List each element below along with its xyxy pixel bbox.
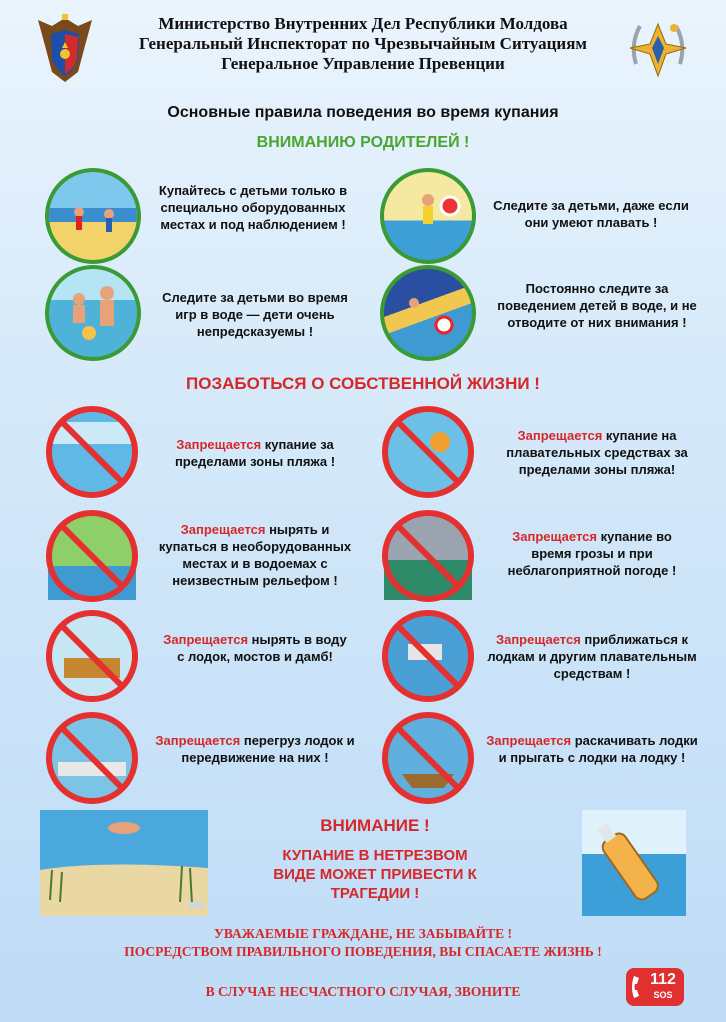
- parents-illustration-2: [380, 168, 476, 264]
- prohibition-text-7: Запрещается перегруз лодок и передвижение на них !: [155, 733, 355, 765]
- prohibition-sign-8: [380, 710, 476, 806]
- header-directorate: Генеральное Управление Превенции: [221, 54, 505, 73]
- drunk-swimmer-illustration: [40, 810, 208, 916]
- parents-illustration-4: [380, 265, 476, 361]
- phone-icon: [630, 974, 644, 1000]
- parents-rule-1: Купайтесь с детьми только в специально оборудованных местах и под наблюдением !: [158, 183, 348, 232]
- parents-heading: ВНИМАНИЮ РОДИТЕЛЕЙ !: [256, 134, 470, 151]
- attention-text: КУПАНИЕ В НЕТРЕЗВОМ ВИДЕ МОЖЕТ ПРИВЕСТИ К ТРАГЕДИИ !: [273, 847, 477, 902]
- moldova-coat-of-arms-icon: [34, 12, 96, 88]
- footer-line-3: В СЛУЧАЕ НЕСЧАСТНОГО СЛУЧАЯ, ЗВОНИТЕ: [205, 984, 521, 999]
- attention-heading: ВНИМАНИЕ !: [320, 816, 430, 835]
- prohibition-sign-4: [380, 508, 476, 604]
- footer-line-2: ПОСРЕДСТВОМ ПРАВИЛЬНОГО ПОВЕДЕНИЯ, ВЫ СПАСАЕТЕ ЖИЗНЬ !: [124, 944, 602, 959]
- prohibition-text-1: Запрещается купание за пределами зоны пляжа !: [174, 437, 336, 469]
- header: [100, 14, 626, 74]
- prohibition-sign-6: [380, 608, 476, 704]
- page-title: Основные правила поведения во время купания: [167, 104, 559, 121]
- emergency-112-badge: [626, 968, 684, 1006]
- emergency-sos: SOS: [653, 990, 673, 1000]
- bottle-illustration: [582, 810, 686, 916]
- prohibition-text-3: Запрещается нырять и купаться в необорудованных местах и в водоемах с неизвестным рельефом !: [158, 522, 352, 588]
- life-heading: ПОЗАБОТЬСЯ О СОБСТВЕННОЙ ЖИЗНИ !: [186, 374, 540, 393]
- prohibition-sign-2: [380, 404, 476, 500]
- prohibition-text-5: Запрещается нырять в воду с лодок, мостов и дамб!: [163, 632, 347, 664]
- header-inspectorate: Генеральный Инспекторат по Чрезвычайным Ситуациям: [138, 34, 588, 53]
- parents-rule-3: Следите за детьми во время игр в воде — дети очень непредсказуемы !: [162, 290, 348, 339]
- emergency-number: 112: [650, 971, 676, 988]
- prohibition-text-2: Запрещается купание на плавательных средствах за пределами зоны пляжа!: [506, 428, 688, 477]
- header-ministry: Министерство Внутренних Дел Республики Молдова: [158, 14, 568, 33]
- prohibition-text-8: Запрещается раскачивать лодки и прыгать с лодки на лодку !: [486, 733, 698, 765]
- prohibition-sign-7: [44, 710, 140, 806]
- parents-rule-2: Следите за детьми, даже если они умеют плавать !: [493, 198, 689, 230]
- parents-illustration-3: [45, 265, 141, 361]
- parents-rule-4: Постоянно следите за поведением детей в воде, и не отводите от них внимания !: [497, 281, 697, 330]
- emergency-service-emblem-icon: [626, 14, 690, 84]
- prohibition-sign-3: [44, 508, 140, 604]
- prohibition-sign-1: [44, 404, 140, 500]
- parents-illustration-1: [45, 168, 141, 264]
- prohibition-text-4: Запрещается купание во время грозы и при неблагоприятной погоде !: [507, 529, 677, 578]
- prohibition-text-6: Запрещается приближаться к лодкам и другим плавательным средствам !: [487, 632, 697, 681]
- footer-line-1: УВАЖАЕМЫЕ ГРАЖДАНЕ, НЕ ЗАБЫВАЙТЕ !: [213, 926, 512, 941]
- prohibition-sign-5: [44, 608, 140, 704]
